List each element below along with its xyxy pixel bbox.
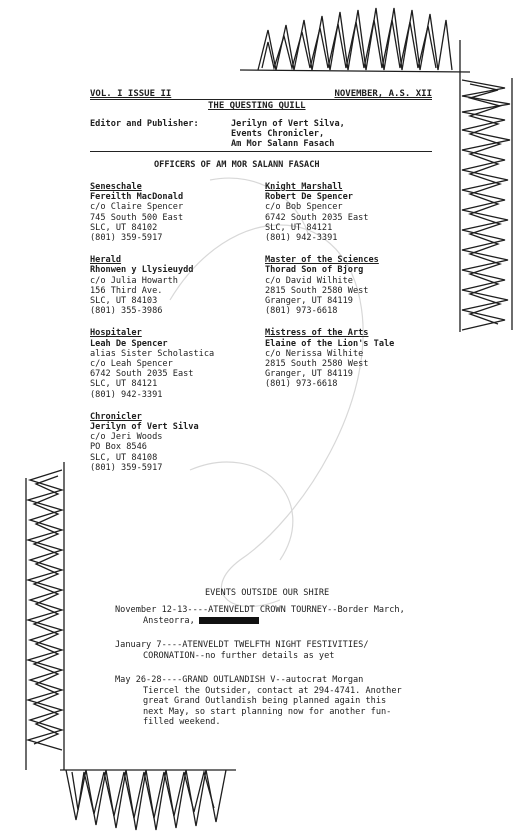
masthead: [90, 89, 432, 99]
editor-line: Jerilyn of Vert Silva,: [231, 119, 345, 129]
officer-line: (801) 942-3391: [90, 389, 163, 400]
masthead-rule: [90, 99, 432, 100]
officers-left-column: [90, 182, 265, 473]
event-line: filled weekend.: [143, 717, 221, 727]
officer-line: alias Sister Scholastica: [90, 348, 215, 359]
officer-line: SLC, UT 84121: [265, 222, 333, 233]
officer-herald: [90, 255, 265, 316]
officer-name: Thorad Son of Bjorg: [265, 265, 364, 276]
events-heading: EVENTS OUTSIDE OUR SHIRE: [205, 588, 330, 598]
officer-title: Hospitaler: [90, 328, 142, 339]
editor-label: Editor and Publisher:: [90, 119, 199, 129]
event-line: great Grand Outlandish being planned again this: [143, 696, 387, 706]
officer-line: (801) 973-6618: [265, 379, 338, 390]
officer-line: 6742 South 2035 East: [90, 369, 194, 380]
officer-line: Granger, UT 84119: [265, 369, 353, 380]
officer-hospitaler: [90, 328, 265, 399]
officer-line: 2815 South 2580 West: [265, 285, 369, 296]
officer-knight-marshall: [265, 182, 455, 243]
officer-title: Mistress of the Arts: [265, 328, 369, 339]
officer-line: SLC, UT 84103: [90, 296, 158, 307]
event-item: [115, 605, 455, 626]
officer-name: Fereilth MacDonald: [90, 192, 184, 203]
officers-right-column: [265, 182, 455, 390]
officer-title: Seneschale: [90, 182, 142, 192]
editor-rule: [90, 151, 432, 152]
editor-block: [231, 119, 345, 149]
officer-line: Granger, UT 84119: [265, 296, 353, 307]
officer-line: 156 Third Ave.: [90, 285, 163, 296]
officer-line: c/o Jeri Woods: [90, 432, 163, 443]
officer-line: SLC, UT 84121: [90, 379, 158, 390]
officer-line: PO Box 8546: [90, 442, 147, 453]
officer-line: SLC, UT 84108: [90, 452, 158, 463]
officer-line: (801) 355-3986: [90, 306, 163, 317]
event-line: May 26-28----GRAND OUTLANDISH V--autocrat Morgan: [115, 675, 364, 685]
event-line: November 12-13----ATENVELDT CROWN TOURNEY--Border March,: [115, 605, 405, 615]
event-item: [115, 675, 455, 728]
event-line: Ansteorra,: [143, 615, 195, 626]
officer-title: Herald: [90, 255, 122, 266]
officer-line: c/o Leah Spencer: [90, 359, 173, 370]
officer-line: c/o Nerissa Wilhite: [265, 348, 364, 359]
officer-line: 6742 South 2035 East: [265, 212, 369, 223]
officer-line: 2815 South 2580 West: [265, 359, 369, 370]
officer-name: Elaine of the Lion's Tale: [265, 338, 395, 349]
officer-chronicler: [90, 412, 265, 473]
officer-master-of-sciences: [265, 255, 455, 316]
editor-line: Events Chronicler,: [231, 129, 325, 139]
officer-title: Knight Marshall: [265, 182, 343, 192]
officer-line: c/o David Wilhite: [265, 275, 353, 286]
event-line: Tiercel the Outsider, contact at 294-4741. Another: [143, 685, 402, 696]
officer-line: SLC, UT 84102: [90, 222, 158, 233]
officer-name: Robert De Spencer: [265, 192, 353, 203]
redaction-bar: [199, 617, 259, 624]
event-line: CORONATION--no further details as yet: [143, 650, 335, 661]
officer-title: Chronicler: [90, 411, 142, 422]
officer-line: c/o Bob Spencer: [265, 202, 343, 213]
officer-name: Rhonwen y Llysieuydd: [90, 265, 194, 276]
officer-line: (801) 359-5917: [90, 233, 163, 244]
events-list: [115, 605, 455, 728]
event-line: next May, so start planning now for another fun-: [143, 706, 392, 717]
officer-mistress-of-arts: [265, 328, 455, 389]
officer-line: (801) 942-3391: [265, 233, 338, 244]
editor-line: Am Mor Salann Fasach: [231, 139, 335, 149]
issue-date: NOVEMBER, A.S. XII: [334, 89, 432, 99]
officer-title: Master of the Sciences: [265, 255, 379, 266]
officer-line: c/o Claire Spencer: [90, 202, 184, 213]
event-line: January 7----ATENVELDT TWELFTH NIGHT FESTIVITIES/: [115, 640, 369, 650]
officer-seneschale: [90, 182, 265, 243]
officer-name: Leah De Spencer: [90, 338, 168, 349]
officer-line: (801) 973-6618: [265, 306, 338, 317]
event-item: [115, 640, 455, 661]
event-line-wrap: [115, 616, 455, 627]
officer-name: Jerilyn of Vert Silva: [90, 422, 199, 433]
newsletter-title: THE QUESTING QUILL: [208, 101, 306, 111]
volume-issue: VOL. I ISSUE II: [90, 89, 172, 99]
officer-line: (801) 359-5917: [90, 462, 163, 473]
officer-line: c/o Julia Howarth: [90, 275, 178, 286]
officer-line: 745 South 500 East: [90, 212, 184, 223]
officers-heading: OFFICERS OF AM MOR SALANN FASACH: [154, 160, 320, 170]
